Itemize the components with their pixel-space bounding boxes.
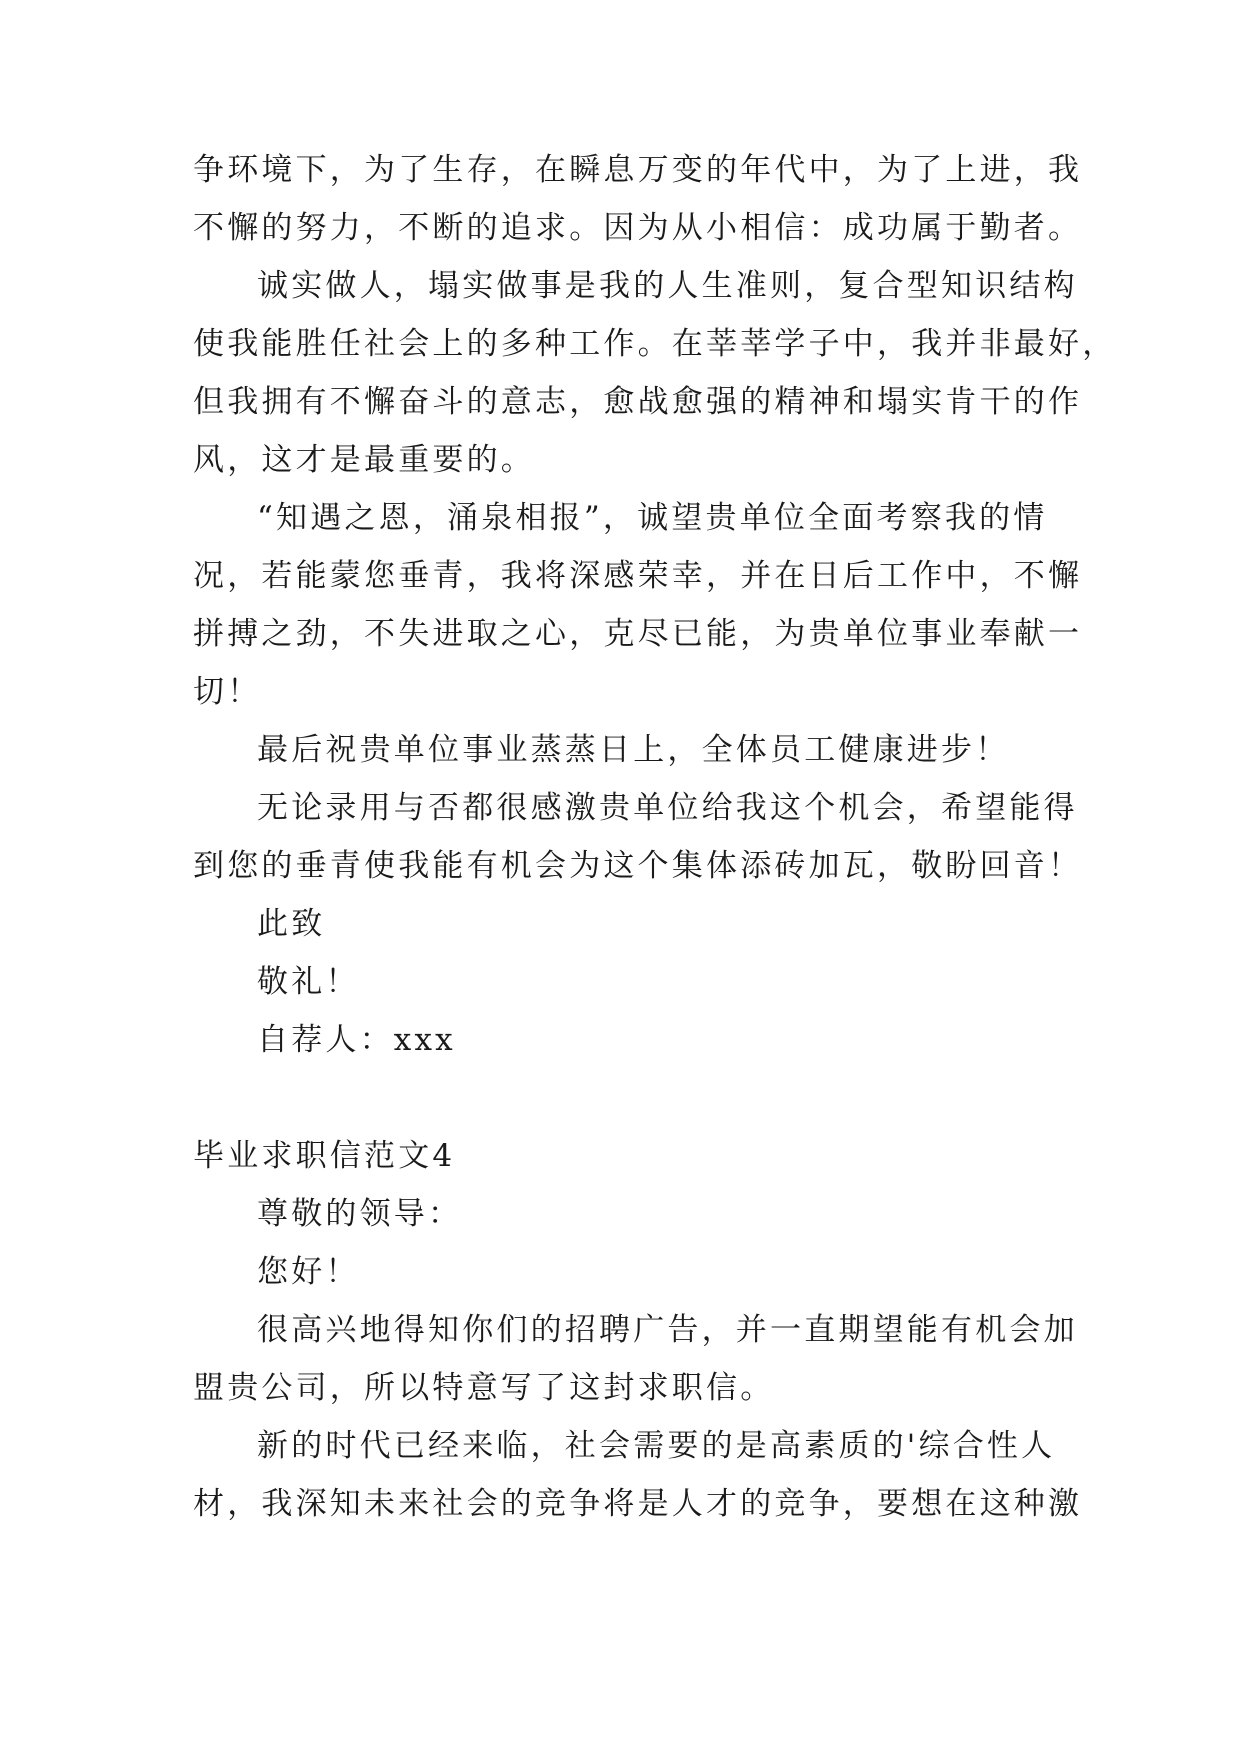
text-line: 况，若能蒙您垂青，我将深感荣幸，并在日后工作中，不懈 bbox=[193, 558, 1083, 594]
text-line: 争环境下，为了生存，在瞬息万变的年代中，为了上进，我 bbox=[193, 152, 1083, 188]
text-line: 但我拥有不懈奋斗的意志，愈战愈强的精神和塌实肯干的作 bbox=[193, 384, 1083, 420]
salutation: 尊敬的领导： bbox=[257, 1196, 463, 1232]
text-line: “知遇之恩，涌泉相报”，诚望贵单位全面考察我的情 bbox=[257, 500, 1048, 536]
text-line: 无论录用与否都很感激贵单位给我这个机会，希望能得 bbox=[257, 790, 1078, 826]
text-line: 材，我深知未来社会的竞争将是人才的竞争，要想在这种激 bbox=[193, 1486, 1083, 1522]
text-line: 不懈的努力，不断的追求。因为从小相信：成功属于勤者。 bbox=[193, 210, 1083, 246]
text-line: 最后祝贵单位事业蒸蒸日上，全体员工健康进步！ bbox=[257, 732, 1010, 768]
section-heading: 毕业求职信范文4 bbox=[193, 1138, 456, 1174]
text-line: 到您的垂青使我能有机会为这个集体添砖加瓦，敬盼回音！ bbox=[193, 848, 1083, 884]
text-line: 风，这才是最重要的。 bbox=[193, 442, 535, 478]
text-line: 拼搏之劲，不失进取之心，克尽已能，为贵单位事业奉献一 bbox=[193, 616, 1083, 652]
text-line: 敬礼！ bbox=[257, 964, 360, 1000]
text-line: 此致 bbox=[257, 906, 326, 942]
text-line: 很高兴地得知你们的招聘广告，并一直期望能有机会加 bbox=[257, 1312, 1078, 1348]
signature-line: 自荐人：xxx bbox=[257, 1022, 456, 1058]
greeting: 您好！ bbox=[257, 1254, 360, 1290]
text-line: 使我能胜任社会上的多种工作。在莘莘学子中，我并非最好， bbox=[193, 326, 1117, 362]
text-line: 切！ bbox=[193, 674, 262, 710]
text-line: 新的时代已经来临，社会需要的是高素质的'综合性人 bbox=[257, 1428, 1056, 1464]
text-line: 盟贵公司，所以特意写了这封求职信。 bbox=[193, 1370, 775, 1406]
text-line: 诚实做人，塌实做事是我的人生准则，复合型知识结构 bbox=[257, 268, 1078, 304]
